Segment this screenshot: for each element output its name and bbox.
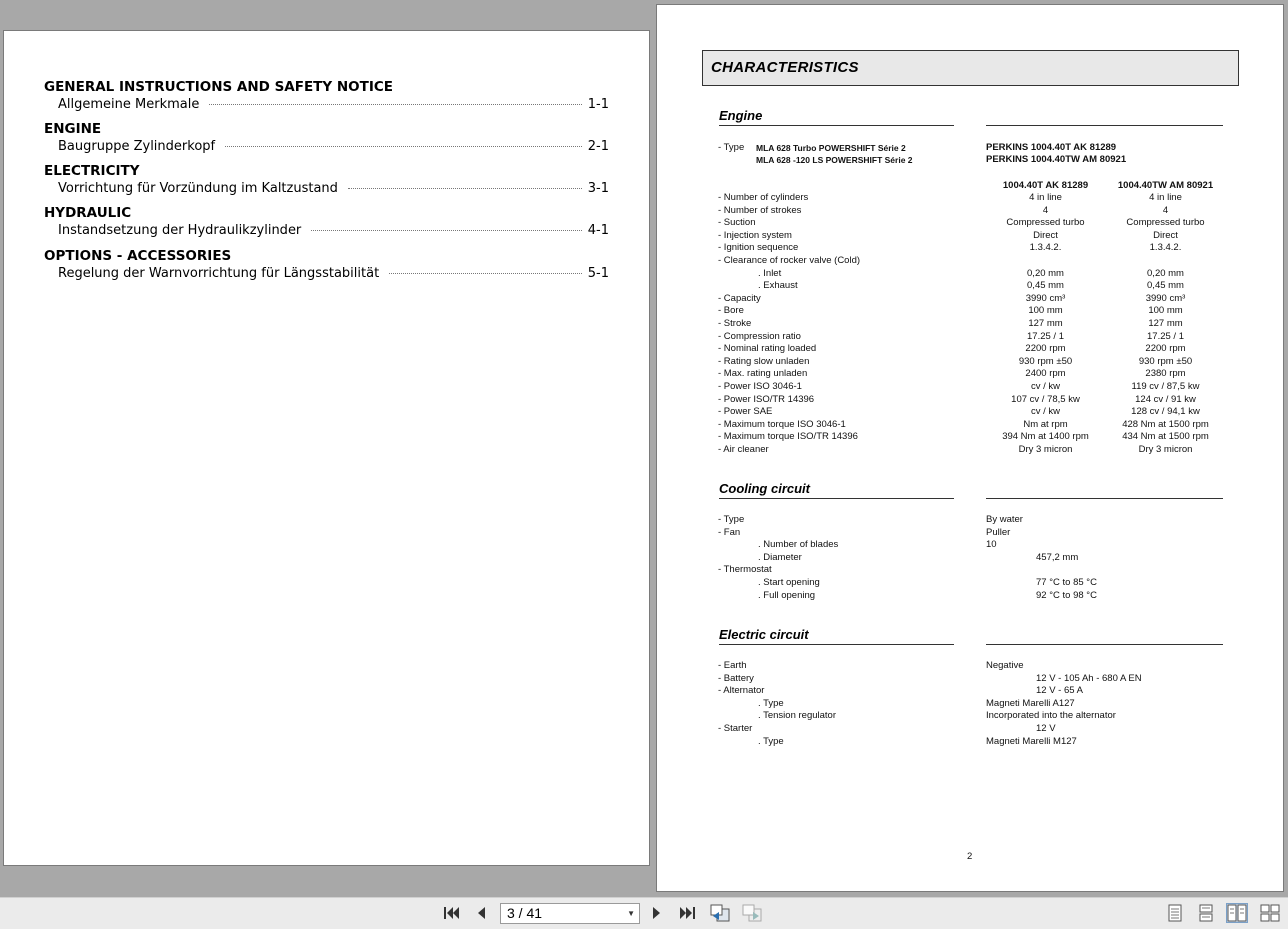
first-page-button[interactable] [440, 903, 462, 923]
engine-spec-value-a: 2400 rpm [1025, 368, 1066, 379]
cooling-heading-rule [986, 498, 1223, 499]
toc-heading: ENGINE [44, 121, 102, 137]
electric-spec-label: - Starter [718, 723, 753, 734]
engine-spec-label: - Number of cylinders [718, 192, 809, 203]
engine-spec-value-a: 4 in line [1029, 192, 1062, 203]
toc-leader-dots [225, 146, 582, 147]
continuous-page-icon [1198, 904, 1214, 922]
cooling-spec-label: . Diameter [758, 552, 802, 563]
type-engine-1: PERKINS 1004.40T AK 81289 [986, 142, 1117, 153]
toc-entry-label: Baugruppe Zylinderkopf [58, 139, 216, 154]
engine-spec-value-b: 4 [1162, 205, 1169, 216]
engine-spec-value-a: 930 rpm ±50 [1018, 356, 1073, 367]
engine-spec-label: - Bore [718, 305, 744, 316]
cooling-spec-value: 457,2 mm [1036, 552, 1079, 563]
cooling-spec-label: . Full opening [758, 590, 816, 601]
cooling-spec-label: - Type [718, 514, 745, 525]
page-number: 2 [967, 851, 973, 862]
column-header-a: 1004.40T AK 81289 [1002, 180, 1089, 191]
two-page-view-button[interactable] [1226, 903, 1248, 923]
cooling-spec-label: . Start opening [758, 577, 820, 588]
engine-spec-value-b: 0,20 mm [1147, 268, 1184, 279]
engine-spec-value-b: 2200 rpm [1145, 343, 1186, 354]
engine-spec-value-a: cv / kw [1030, 406, 1061, 417]
engine-spec-value-b: 119 cv / 87,5 kw [1131, 381, 1200, 392]
electric-spec-label: - Earth [718, 660, 747, 671]
cooling-spec-value: By water [986, 514, 1023, 525]
next-page-button[interactable] [646, 903, 668, 923]
engine-spec-value-b: Compressed turbo [1126, 217, 1205, 228]
toc-entry-link[interactable] [44, 222, 609, 239]
toc-heading: GENERAL INSTRUCTIONS AND SAFETY NOTICE [44, 79, 394, 95]
engine-spec-value-b: 2380 rpm [1145, 368, 1186, 379]
electric-spec-value: 12 V - 105 Ah - 680 A EN [1036, 673, 1142, 684]
cooling-spec-label: - Fan [718, 527, 741, 538]
title-box [702, 50, 1239, 86]
engine-spec-value-b: 1.3.4.2. [1149, 242, 1182, 253]
cooling-heading: Cooling circuit [719, 481, 954, 499]
toc-section [44, 205, 609, 239]
engine-spec-label: - Capacity [718, 293, 761, 304]
toc-leader-dots [389, 273, 582, 274]
engine-spec-value-b: Direct [1153, 230, 1178, 241]
engine-spec-label: - Compression ratio [718, 331, 801, 342]
engine-spec-label: - Max. rating unladen [718, 368, 808, 379]
toc-entry-link[interactable] [44, 96, 609, 113]
engine-spec-value-a: 3990 cm³ [1025, 293, 1066, 304]
toc-page-number: 3-1 [587, 181, 609, 196]
type-model-2: MLA 628 -120 LS POWERSHIFT Série 2 [756, 155, 913, 165]
cooling-spec-value: 77 °C to 85 °C [1036, 577, 1097, 588]
toc-section [44, 248, 609, 282]
toc-entry-label: Instandsetzung der Hydraulikzylinder [58, 223, 302, 238]
chevron-down-icon: ▼ [627, 909, 635, 918]
engine-spec-value-b: 3990 cm³ [1145, 293, 1186, 304]
toc-section [44, 79, 609, 113]
engine-spec-value-b: Dry 3 micron [1138, 444, 1193, 455]
toc-leader-dots [348, 188, 582, 189]
page-number-select[interactable] [500, 903, 640, 924]
engine-spec-label: - Ignition sequence [718, 242, 799, 253]
electric-spec-value: Negative [986, 660, 1024, 671]
toc-entry-link[interactable] [44, 138, 609, 155]
electric-spec-value: Magneti Marelli M127 [986, 736, 1077, 747]
engine-spec-label: - Power ISO/TR 14396 [718, 394, 815, 405]
page-title: CHARACTERISTICS [711, 59, 859, 76]
toc-leader-dots [311, 230, 581, 231]
engine-spec-value-b: 930 rpm ±50 [1138, 356, 1193, 367]
go-back-icon [709, 904, 731, 922]
engine-spec-value-b: 428 Nm at 1500 rpm [1122, 419, 1209, 430]
electric-heading: Electric circuit [719, 627, 954, 645]
single-page-view-button[interactable] [1164, 903, 1186, 923]
engine-spec-value-a: 127 mm [1028, 318, 1063, 329]
engine-spec-label: - Injection system [718, 230, 792, 241]
toc-page-number: 4-1 [587, 223, 609, 238]
engine-spec-label: - Power ISO 3046-1 [718, 381, 802, 392]
type-model-1: MLA 628 Turbo POWERSHIFT Série 2 [756, 143, 906, 153]
go-forward-button[interactable] [741, 903, 763, 923]
cooling-spec-label: . Number of blades [758, 539, 839, 550]
toc-page-number: 2-1 [587, 139, 609, 154]
engine-spec-label: - Stroke [718, 318, 752, 329]
engine-spec-value-a: 4 [1042, 205, 1049, 216]
first-page-icon [442, 905, 460, 921]
previous-page-icon [474, 905, 488, 921]
two-page-continuous-button[interactable] [1259, 903, 1281, 923]
engine-spec-label: - Suction [718, 217, 756, 228]
electric-spec-label: . Type [758, 698, 784, 709]
engine-spec-value-a: 0,45 mm [1027, 280, 1064, 291]
right-page [656, 4, 1284, 892]
engine-spec-value-a: 107 cv / 78,5 kw [1011, 394, 1080, 405]
toc-entry-link[interactable] [44, 265, 609, 282]
engine-spec-value-b: 4 in line [1149, 192, 1182, 203]
cooling-spec-label: - Thermostat [718, 564, 772, 575]
electric-heading-rule [986, 644, 1223, 645]
toc-heading: HYDRAULIC [44, 205, 132, 221]
electric-spec-label: . Tension regulator [758, 710, 836, 721]
engine-spec-value-b: 124 cv / 91 kw [1135, 394, 1196, 405]
go-forward-icon [741, 904, 763, 922]
continuous-view-button[interactable] [1195, 903, 1217, 923]
two-page-continuous-icon [1260, 904, 1280, 922]
engine-spec-label: - Air cleaner [718, 444, 769, 455]
next-page-icon [650, 905, 664, 921]
engine-spec-value-a: Dry 3 micron [1018, 444, 1073, 455]
engine-spec-label: - Rating slow unladen [718, 356, 810, 367]
engine-spec-label: - Number of strokes [718, 205, 802, 216]
type-engine-2: PERKINS 1004.40TW AM 80921 [986, 154, 1127, 165]
toc-entry-label: Vorrichtung für Vorzündung im Kaltzustand [58, 181, 338, 196]
electric-spec-value: Incorporated into the alternator [986, 710, 1116, 721]
electric-spec-label: - Battery [718, 673, 754, 684]
engine-spec-value-a: Direct [1033, 230, 1058, 241]
toc-entry-link[interactable] [44, 180, 609, 197]
engine-spec-value-b: 127 mm [1148, 318, 1183, 329]
toc-section [44, 121, 609, 155]
toc-leader-dots [209, 104, 581, 105]
electric-spec-value: 12 V - 65 A [1036, 685, 1084, 696]
engine-spec-value-a: 100 mm [1028, 305, 1063, 316]
engine-spec-value-a: cv / kw [1030, 381, 1061, 392]
engine-spec-value-b: 17.25 / 1 [1147, 331, 1184, 342]
electric-spec-value: Magneti Marelli A127 [986, 698, 1075, 709]
electric-spec-value: 12 V [1036, 723, 1056, 734]
go-back-button[interactable] [709, 903, 731, 923]
type-label: - Type [718, 142, 745, 153]
engine-spec-value-b: 128 cv / 94,1 kw [1131, 406, 1200, 417]
engine-spec-value-b: 434 Nm at 1500 rpm [1122, 431, 1209, 442]
engine-spec-label: . Inlet [758, 268, 782, 279]
engine-spec-value-a: Nm at rpm [1023, 419, 1068, 430]
toc-heading: OPTIONS - ACCESSORIES [44, 248, 232, 264]
last-page-button[interactable] [677, 903, 699, 923]
electric-spec-label: - Alternator [718, 685, 765, 696]
previous-page-button[interactable] [470, 903, 492, 923]
engine-spec-value-b: 0,45 mm [1147, 280, 1184, 291]
engine-spec-label: - Nominal rating loaded [718, 343, 817, 354]
toc-page-number: 5-1 [587, 266, 609, 281]
engine-heading: Engine [719, 108, 954, 126]
viewer-toolbar [0, 897, 1288, 929]
last-page-icon [679, 905, 697, 921]
toc-section [44, 163, 609, 197]
toc-entry-label: Regelung der Warnvorrichtung für Längsstabilität [58, 266, 380, 281]
engine-spec-value-a: 1.3.4.2. [1029, 242, 1062, 253]
engine-spec-value-a: 0,20 mm [1027, 268, 1064, 279]
toc-entry-label: Allgemeine Merkmale [58, 97, 200, 112]
engine-spec-value-a: 17.25 / 1 [1027, 331, 1064, 342]
toc-heading: ELECTRICITY [44, 163, 140, 179]
engine-spec-label: - Maximum torque ISO/TR 14396 [718, 431, 858, 442]
single-page-icon [1167, 904, 1183, 922]
toc-page-number: 1-1 [587, 97, 609, 112]
engine-spec-value-a: 2200 rpm [1025, 343, 1066, 354]
engine-spec-value-a: Compressed turbo [1006, 217, 1085, 228]
engine-spec-value-b: 100 mm [1148, 305, 1183, 316]
engine-heading-rule [986, 125, 1223, 126]
cooling-spec-value: 92 °C to 98 °C [1036, 590, 1097, 601]
electric-spec-label: . Type [758, 736, 784, 747]
engine-spec-value-a: 394 Nm at 1400 rpm [1002, 431, 1089, 442]
cooling-spec-value: Puller [986, 527, 1011, 538]
page-indicator: 3 / 41 [507, 905, 543, 921]
two-page-icon [1227, 904, 1247, 922]
column-header-b: 1004.40TW AM 80921 [1117, 180, 1214, 191]
left-page [3, 30, 650, 866]
engine-spec-label: - Maximum torque ISO 3046-1 [718, 419, 846, 430]
cooling-spec-value: 10 [986, 539, 997, 550]
engine-spec-label: - Clearance of rocker valve (Cold) [718, 255, 861, 266]
engine-spec-label: - Power SAE [718, 406, 773, 417]
engine-spec-label: . Exhaust [758, 280, 798, 291]
